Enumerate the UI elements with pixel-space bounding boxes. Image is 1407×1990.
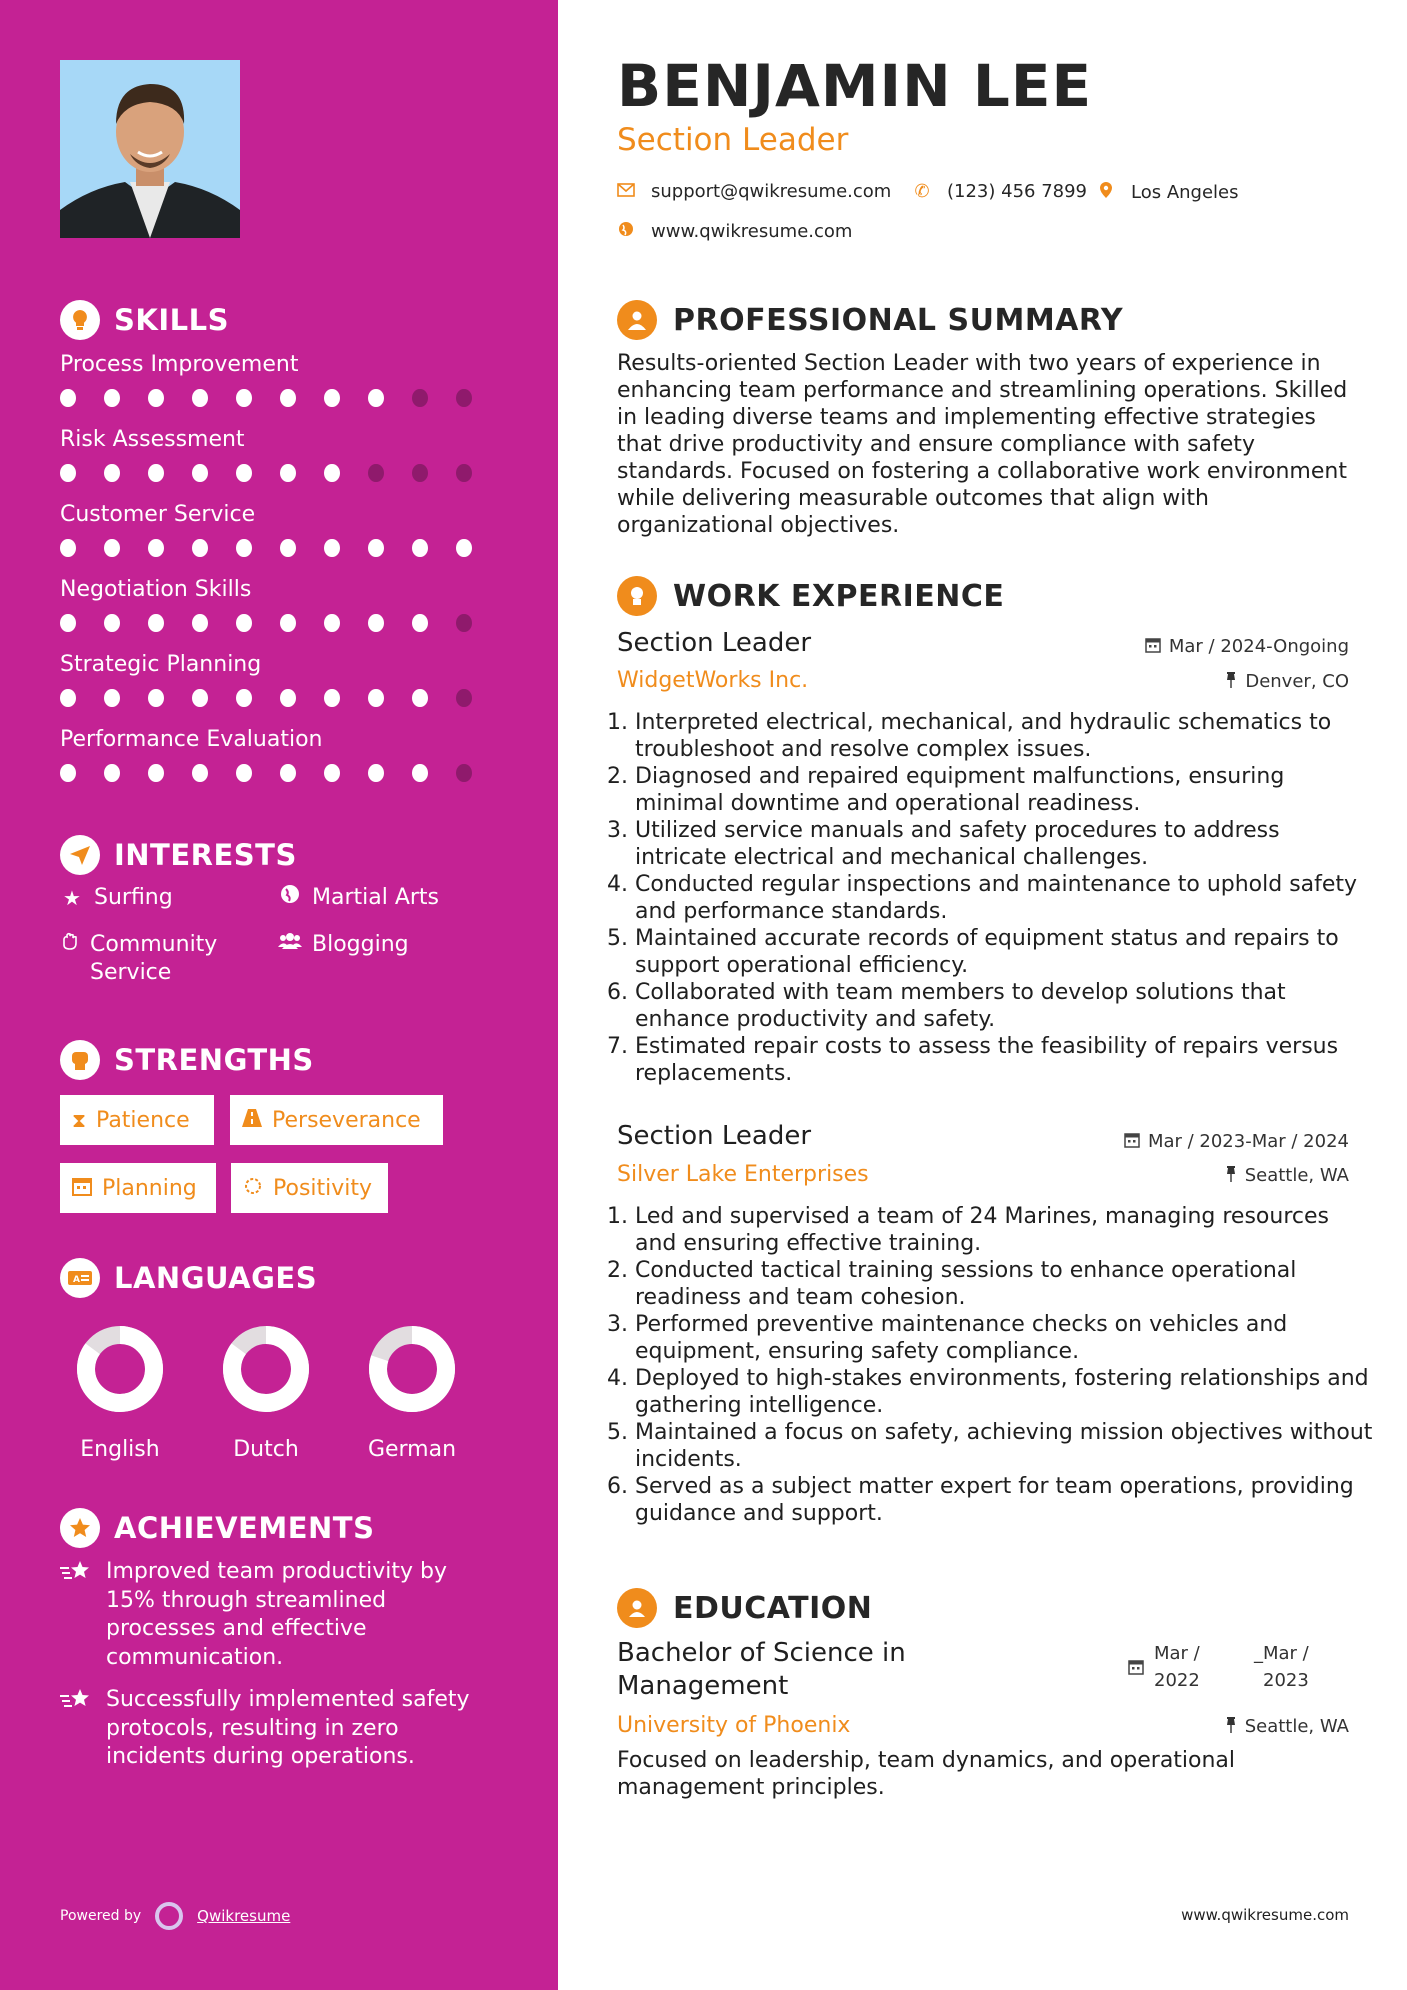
contact-email[interactable] xyxy=(617,181,891,202)
powered-brand-link[interactable]: Qwikresume xyxy=(197,1907,291,1925)
globe-icon xyxy=(617,221,635,242)
star-icon: ★ xyxy=(63,886,81,910)
skill-rating xyxy=(60,539,500,557)
end-date-line-1: Mar / xyxy=(1263,1643,1309,1664)
strength-label: Patience xyxy=(96,1107,190,1133)
strength-badge xyxy=(60,1095,214,1145)
job-location-text: Seattle, WA xyxy=(1244,1165,1349,1186)
skill-dot xyxy=(324,764,340,782)
skill-dot xyxy=(280,464,296,482)
spinner-icon xyxy=(243,1176,263,1201)
job-location xyxy=(1225,1165,1349,1186)
pushpin-icon xyxy=(1225,672,1237,692)
education-location xyxy=(1225,1716,1349,1737)
powered-by-label: Powered by xyxy=(60,1908,142,1924)
skill-dot xyxy=(192,539,208,557)
strength-badge xyxy=(60,1163,216,1213)
skill-dot xyxy=(148,539,164,557)
email-text: support@qwikresume.com xyxy=(651,181,892,202)
experience-title: WORK EXPERIENCE xyxy=(673,578,1005,614)
language-name: German xyxy=(367,1437,457,1462)
skill-name: Negotiation Skills xyxy=(60,577,252,602)
strengths-header xyxy=(60,1040,314,1080)
candidate-name: BENJAMIN LEE xyxy=(617,52,1093,120)
skill-dot xyxy=(104,689,120,707)
calendar-icon xyxy=(72,1176,92,1201)
skill-dot xyxy=(280,614,296,632)
user-icon xyxy=(617,300,657,340)
person-photo-icon xyxy=(60,60,240,238)
language-item xyxy=(60,1325,180,1462)
skill-dot xyxy=(324,689,340,707)
footer-url[interactable]: www.qwikresume.com xyxy=(1181,1906,1349,1924)
experience-header xyxy=(617,576,1004,616)
shooting-star-icon xyxy=(60,1686,92,1772)
job-dates-text: Mar / 2023-Mar / 2024 xyxy=(1147,1131,1349,1152)
job-dates-text: Mar / 2024-Ongoing xyxy=(1168,636,1349,657)
skill-dot xyxy=(368,539,384,557)
job-bullet: 6. Collaborated with team members to develop solutions that enhance productivity and safety. xyxy=(635,979,1375,1033)
interests-title: INTERESTS xyxy=(114,838,297,872)
skill-dot xyxy=(456,539,472,557)
job-bullet: 3. Performed preventive maintenance checks on vehicles and equipment, ensuring safety compliance. xyxy=(635,1311,1375,1365)
skill-dot xyxy=(324,389,340,407)
strength-badge xyxy=(230,1095,443,1145)
skill-dot xyxy=(60,614,76,632)
job-title: Section Leader xyxy=(617,628,812,658)
end-date-line-2: 2023 xyxy=(1263,1670,1309,1691)
interests-header xyxy=(60,835,297,875)
skill-dot xyxy=(368,614,384,632)
company-name: Silver Lake Enterprises xyxy=(617,1162,869,1187)
skill-dot xyxy=(192,614,208,632)
shooting-star-icon xyxy=(60,1558,92,1672)
skill-dot xyxy=(412,689,428,707)
skill-dot xyxy=(456,464,472,482)
interest-item xyxy=(278,931,409,959)
skill-item xyxy=(60,427,500,482)
skill-name: Process Improvement xyxy=(60,352,299,377)
language-name: Dutch xyxy=(233,1437,299,1462)
summary-title: PROFESSIONAL SUMMARY xyxy=(673,302,1124,338)
skill-dot xyxy=(104,464,120,482)
job-bullet: 1. Led and supervised a team of 24 Marines, managing resources and ensuring effective training. xyxy=(635,1203,1375,1257)
language-name: English xyxy=(80,1437,160,1462)
education-end-date xyxy=(1254,1640,1309,1694)
job-bullets xyxy=(617,1203,1375,1527)
skills-header xyxy=(60,300,229,340)
job-location xyxy=(1225,671,1349,692)
skill-dot xyxy=(324,614,340,632)
job-location-text: Denver, CO xyxy=(1245,671,1349,692)
job-bullets xyxy=(617,709,1375,1087)
skill-dot xyxy=(236,539,252,557)
skill-rating xyxy=(60,614,500,632)
road-icon xyxy=(242,1108,262,1132)
skill-dot xyxy=(60,464,76,482)
skill-dot xyxy=(192,689,208,707)
company-name: WidgetWorks Inc. xyxy=(617,668,809,693)
skill-item xyxy=(60,652,500,707)
svg-text:A: A xyxy=(73,1275,80,1285)
education-title: EDUCATION xyxy=(673,1590,873,1626)
job-title: Section Leader xyxy=(617,1121,812,1151)
calendar-icon xyxy=(1145,637,1161,657)
skill-dot xyxy=(324,464,340,482)
phone-text: (123) 456 7899 xyxy=(947,181,1088,202)
powered-by xyxy=(60,1902,290,1930)
strengths-title: STRENGTHS xyxy=(114,1043,314,1077)
interest-label: Martial Arts xyxy=(312,885,440,910)
skill-dot xyxy=(148,689,164,707)
language-icon xyxy=(60,1258,100,1298)
job-bullet: 2. Diagnosed and repaired equipment malfunctions, ensuring minimal downtime and operational readiness. xyxy=(635,763,1375,817)
language-donut xyxy=(222,1325,310,1413)
achievement-text: Successfully implemented safety protocols, resulting in zero incidents during operations. xyxy=(106,1687,470,1769)
pushpin-icon xyxy=(1225,1717,1237,1737)
skill-dot xyxy=(192,389,208,407)
skill-dot xyxy=(236,614,252,632)
skill-dot xyxy=(60,389,76,407)
skill-rating xyxy=(60,689,500,707)
language-donut xyxy=(76,1325,164,1413)
interest-label: Surfing xyxy=(94,885,173,910)
skill-name: Strategic Planning xyxy=(60,652,262,677)
hourglass-icon: ⧗ xyxy=(72,1108,87,1132)
interest-item xyxy=(60,931,250,987)
achievement-text: Improved team productivity by 15% through streamlined processes and effective communication. xyxy=(106,1559,447,1670)
sidebar xyxy=(0,0,558,1990)
achievement-item xyxy=(60,1686,500,1772)
skill-dot xyxy=(368,464,384,482)
contact-website[interactable] xyxy=(617,221,852,242)
skill-rating xyxy=(60,464,500,482)
skill-dot xyxy=(60,689,76,707)
skill-dot xyxy=(236,764,252,782)
skill-dot xyxy=(60,539,76,557)
map-pin-icon xyxy=(1097,181,1115,204)
graduate-icon xyxy=(617,1588,657,1628)
skill-dot xyxy=(280,539,296,557)
location-text: Los Angeles xyxy=(1131,182,1239,203)
summary-text: Results-oriented Section Leader with two years of experience in enhancing team performance and streamlining operations. Skilled in leading diverse teams and implementing effective strategies that drive productivity and ensure compliance with safety standards. Focused on fostering a collaborative work environment while delivering measurable outcomes that align with organizational objectives. xyxy=(617,351,1348,538)
strength-label: Perseverance xyxy=(272,1107,421,1133)
skill-dot xyxy=(148,389,164,407)
strength-badge xyxy=(231,1163,388,1213)
start-date-line-2: 2022 xyxy=(1154,1670,1200,1691)
job-bullet: 6. Served as a subject matter expert for team operations, providing guidance and support. xyxy=(635,1473,1375,1527)
achievements-header xyxy=(60,1508,374,1548)
skill-dot xyxy=(456,614,472,632)
pushpin-icon xyxy=(1225,1166,1237,1186)
achievement-item xyxy=(60,1558,500,1672)
phone-icon: ✆ xyxy=(914,181,930,202)
education-header xyxy=(617,1588,872,1628)
education-description: Focused on leadership, team dynamics, and operational management principles. xyxy=(617,1748,1236,1800)
paper-plane-icon xyxy=(60,835,100,875)
skill-dot xyxy=(236,389,252,407)
users-icon xyxy=(278,931,302,951)
skill-dot xyxy=(456,389,472,407)
strength-label: Positivity xyxy=(273,1175,373,1201)
skill-name: Risk Assessment xyxy=(60,427,245,452)
skill-dot xyxy=(324,539,340,557)
degree-line-2: Management xyxy=(617,1671,789,1701)
candidate-role: Section Leader xyxy=(617,122,849,158)
skill-dot xyxy=(148,614,164,632)
achievement-star-icon xyxy=(60,1508,100,1548)
skill-dot xyxy=(104,539,120,557)
job-dates xyxy=(1124,1131,1349,1152)
languages-header xyxy=(60,1258,317,1298)
skill-item xyxy=(60,727,500,782)
skill-dot xyxy=(280,689,296,707)
start-date-line-1: Mar / xyxy=(1154,1643,1200,1664)
skill-dot xyxy=(412,539,428,557)
skill-rating xyxy=(60,764,500,782)
lightbulb-icon xyxy=(60,300,100,340)
job-bullet: 2. Conducted tactical training sessions to enhance operational readiness and team cohesion. xyxy=(635,1257,1375,1311)
skill-dot xyxy=(280,389,296,407)
education-location-text: Seattle, WA xyxy=(1244,1716,1349,1737)
skill-dot xyxy=(456,689,472,707)
skill-rating xyxy=(60,389,500,407)
interest-item xyxy=(278,884,439,912)
skill-dot xyxy=(236,464,252,482)
interest-item xyxy=(60,884,173,912)
contact-location xyxy=(1097,181,1239,204)
job-bullet: 5. Maintained accurate records of equipment status and repairs to support operational efficiency. xyxy=(635,925,1375,979)
calendar-icon xyxy=(1128,1640,1144,1694)
language-item xyxy=(206,1325,326,1462)
briefcase-icon xyxy=(617,576,657,616)
job-bullet: 7. Estimated repair costs to assess the feasibility of repairs versus replacements. xyxy=(635,1033,1375,1087)
skill-dot xyxy=(236,689,252,707)
skill-dot xyxy=(148,764,164,782)
skill-dot xyxy=(60,764,76,782)
calendar-icon xyxy=(1124,1132,1140,1152)
skill-dot xyxy=(192,464,208,482)
job-bullet: 4. Conducted regular inspections and maintenance to uphold safety and performance standards. xyxy=(635,871,1375,925)
skill-dot xyxy=(456,764,472,782)
website-text: www.qwikresume.com xyxy=(651,221,853,242)
skill-dot xyxy=(412,764,428,782)
interest-label: Community Service xyxy=(90,932,218,985)
skill-dot xyxy=(368,764,384,782)
skill-dot xyxy=(412,614,428,632)
skill-dot xyxy=(104,764,120,782)
interest-label: Blogging xyxy=(312,932,409,957)
skill-dot xyxy=(412,464,428,482)
strength-label: Planning xyxy=(102,1175,197,1201)
degree-line-1: Bachelor of Science in xyxy=(617,1638,906,1668)
education-dates xyxy=(1128,1640,1309,1694)
skill-dot xyxy=(192,764,208,782)
envelope-icon xyxy=(617,181,635,202)
globe-icon xyxy=(278,884,302,904)
skill-name: Customer Service xyxy=(60,502,256,527)
job-bullet: 1. Interpreted electrical, mechanical, and hydraulic schematics to troubleshoot and resolve complex issues. xyxy=(635,709,1375,763)
job-bullet: 3. Utilized service manuals and safety procedures to address intricate electrical and mechanical challenges. xyxy=(635,817,1375,871)
job-bullet: 5. Maintained a focus on safety, achieving mission objectives without incidents. xyxy=(635,1419,1375,1473)
date-separator: _ xyxy=(1254,1643,1263,1664)
language-item xyxy=(352,1325,472,1462)
skill-dot xyxy=(104,614,120,632)
skill-dot xyxy=(280,764,296,782)
skill-name: Performance Evaluation xyxy=(60,727,323,752)
skill-item xyxy=(60,352,500,407)
skill-dot xyxy=(148,464,164,482)
language-donut xyxy=(368,1325,456,1413)
contact-phone[interactable] xyxy=(913,181,1087,202)
job-bullet: 4. Deployed to high-stakes environments, fostering relationships and gathering intelligence. xyxy=(635,1365,1375,1419)
fist-icon xyxy=(60,1040,100,1080)
skill-item xyxy=(60,577,500,632)
education-start-date xyxy=(1154,1640,1244,1694)
skill-dot xyxy=(368,389,384,407)
summary-header xyxy=(617,300,1123,340)
skill-dot xyxy=(104,389,120,407)
achievements-title: ACHIEVEMENTS xyxy=(114,1511,375,1545)
skill-dot xyxy=(368,689,384,707)
languages-title: LANGUAGES xyxy=(114,1261,318,1295)
job-dates xyxy=(1145,636,1349,657)
skill-dot xyxy=(412,389,428,407)
school-name: University of Phoenix xyxy=(617,1713,851,1738)
skills-title: SKILLS xyxy=(114,303,229,337)
hand-icon xyxy=(60,931,80,951)
skill-item xyxy=(60,502,500,557)
degree-title xyxy=(617,1637,906,1703)
profile-photo xyxy=(60,60,240,238)
qwikresume-logo-icon xyxy=(155,1902,183,1930)
